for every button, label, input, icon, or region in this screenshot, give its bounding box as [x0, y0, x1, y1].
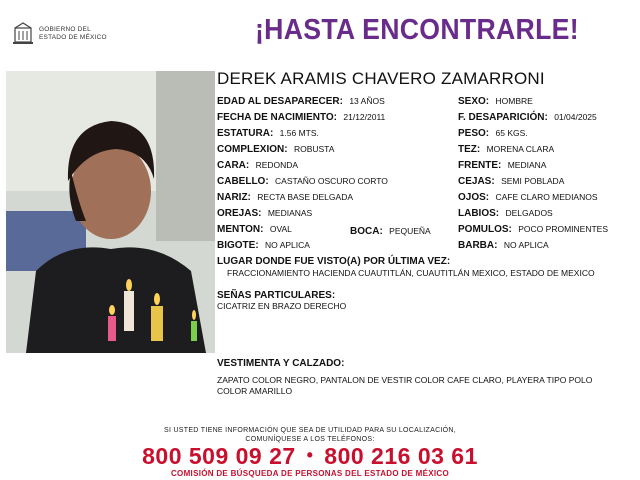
field-nariz [217, 192, 353, 203]
field-peso [458, 128, 528, 139]
field-label: CABELLO: [217, 176, 269, 187]
field-barba [458, 240, 549, 251]
field-value: DELGADOS [505, 208, 553, 218]
field-label: NARIZ: [217, 192, 251, 203]
field-labios [458, 208, 553, 219]
field-value: ROBUSTA [293, 144, 335, 154]
field-value: RECTA BASE DELGADA [257, 192, 353, 202]
logo-text [39, 26, 107, 42]
phone-separator: • [306, 445, 314, 465]
field-complexion [217, 144, 334, 155]
page-title: ¡HASTA ENCONTRARLE! [255, 14, 579, 46]
field-label: F. DESAPARICIÓN: [458, 112, 548, 123]
field-frente [458, 160, 546, 171]
field-value: 21/12/2011 [343, 112, 386, 122]
field-value: 01/04/2025 [554, 112, 597, 122]
commission-name: COMISIÓN DE BÚSQUEDA DE PERSONAS DEL ESTADO DE MÉXICO [170, 469, 449, 478]
field-label: BARBA: [458, 240, 498, 251]
marks-label: SEÑAS PARTICULARES: [217, 290, 336, 301]
field-label: FECHA DE NACIMIENTO: [217, 112, 337, 123]
phone-2[interactable]: 800 216 03 61 [324, 443, 478, 469]
field-value: SEMI POBLADA [501, 176, 565, 186]
marks-text: CICATRIZ EN BRAZO DERECHO [217, 301, 347, 311]
field-value: CAFE CLARO MEDIANOS [495, 192, 598, 202]
field-tez [458, 144, 554, 155]
field-bigote [217, 240, 310, 251]
field-value: 13 AÑOS [349, 96, 385, 106]
clothing-text: ZAPATO COLOR NEGRO, PANTALON DE VESTIR COLOR CAFE CLARO, PLAYERA TIPO POLO COLOR AMARILLO [217, 375, 593, 396]
contact-note [0, 427, 620, 444]
field-label: SEXO: [458, 96, 490, 107]
field-label: COMPLEXION: [217, 144, 288, 155]
field-value: CASTAÑO OSCURO CORTO [275, 176, 388, 186]
field-fecha-desaparicion [458, 112, 597, 123]
field-cabello [217, 176, 388, 187]
phone-numbers [0, 443, 620, 470]
field-pomulos [458, 224, 608, 235]
person-name: DEREK ARAMIS CHAVERO ZAMARRONI [217, 69, 545, 88]
field-edad [217, 96, 385, 107]
clothing-label: VESTIMENTA Y CALZADO: [217, 358, 345, 369]
field-ojos [458, 192, 598, 203]
field-value: HOMBRE [495, 96, 533, 106]
field-value: NO APLICA [503, 240, 549, 250]
field-label: BOCA: [350, 226, 383, 237]
field-sexo [458, 96, 533, 107]
field-label: OJOS: [458, 192, 490, 203]
field-label: CEJAS: [458, 176, 495, 187]
field-value: REDONDA [255, 160, 299, 170]
field-label: TEZ: [458, 144, 481, 155]
government-logo [12, 20, 132, 48]
field-label: OREJAS: [217, 208, 262, 219]
field-menton [217, 224, 292, 235]
field-value: PEQUEÑA [389, 226, 431, 236]
logo-line-2: ESTADO DE MÉXICO [39, 34, 107, 41]
field-cejas [458, 176, 564, 187]
field-fecha-nacimiento [217, 112, 385, 123]
last-seen-label: LUGAR DONDE FUE VISTO(A) POR ÚLTIMA VEZ: [217, 256, 451, 267]
coat-of-arms-icon [12, 22, 34, 46]
field-value: MORENA CLARA [486, 144, 555, 154]
field-label: LABIOS: [458, 208, 500, 219]
field-value: POCO PROMINENTES [518, 224, 608, 234]
field-value: MEDIANAS [267, 208, 313, 218]
field-label: BIGOTE: [217, 240, 259, 251]
field-label: CARA: [217, 160, 250, 171]
field-label: FRENTE: [458, 160, 502, 171]
field-label: ESTATURA: [217, 128, 274, 139]
field-value: NO APLICA [265, 240, 310, 250]
person-photo [6, 71, 215, 353]
field-value: 1.56 MTS. [279, 128, 319, 138]
field-label: PESO: [458, 128, 490, 139]
logo-line-1: GOBIERNO DEL [39, 26, 91, 33]
field-cara [217, 160, 298, 171]
field-value: 65 KGS. [495, 128, 528, 138]
field-estatura [217, 128, 319, 139]
field-value: MEDIANA [507, 160, 547, 170]
field-label: EDAD AL DESAPARECER: [217, 96, 343, 107]
contact-note-line-1: SI USTED TIENE INFORMACIÓN QUE SEA DE UTILIDAD PARA SU LOCALIZACIÓN, [163, 427, 457, 434]
field-boca [350, 226, 431, 237]
field-label: POMULOS: [458, 224, 512, 235]
field-label: MENTON: [217, 224, 264, 235]
phone-1[interactable]: 800 509 09 27 [142, 443, 296, 469]
field-value: OVAL [269, 224, 292, 234]
last-seen-text: FRACCIONAMIENTO HACIENDA CUAUTITLÁN, CUAUTITLÁN MEXICO, ESTADO DE MEXICO [227, 268, 595, 278]
field-orejas [217, 208, 312, 219]
contact-note-line-2: COMUNÍQUESE A LOS TELÉFONOS: [245, 435, 375, 443]
